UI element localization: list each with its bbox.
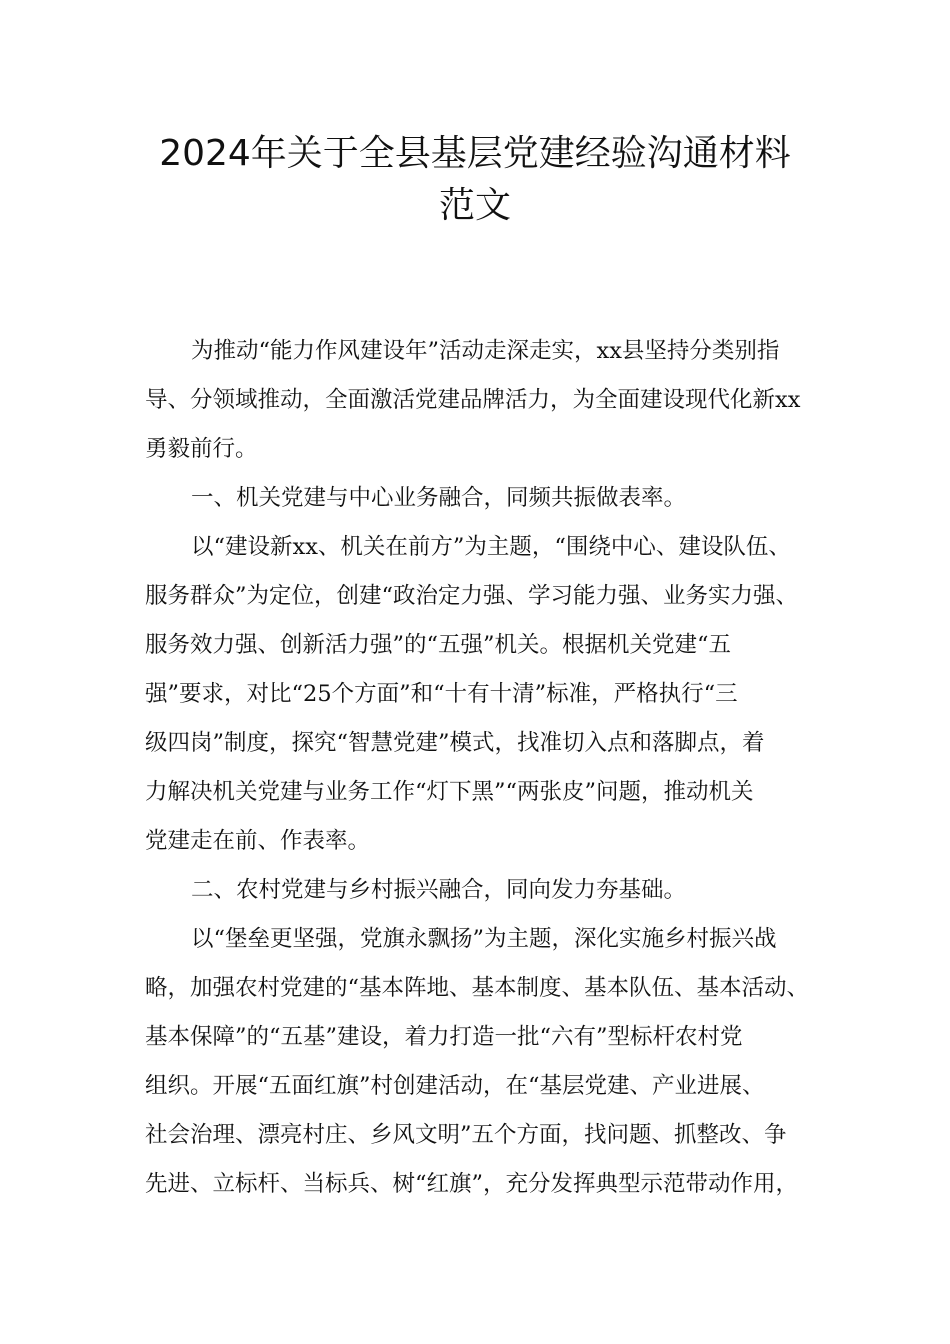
- paragraph-line: 基本保障”的“五基”建设，着力打造一批“六有”型标杆农村党: [145, 1024, 743, 1050]
- paragraph-line: 勇毅前行。: [145, 436, 258, 462]
- paragraph-line: 以“堡垒更坚强，党旗永飘扬”为主题，深化实施乡村振兴战: [191, 926, 777, 952]
- paragraph-line: 一、机关党建与中心业务融合，同频共振做表率。: [191, 485, 687, 511]
- document-title-line-2: 范文: [438, 185, 511, 226]
- paragraph-line: 级四岗”制度，探究“智慧党建”模式，找准切入点和落脚点，着: [145, 730, 765, 756]
- document-title-line-1: 2024年关于全县基层党建经验沟通材料: [159, 133, 791, 174]
- document-body: [145, 327, 835, 1209]
- paragraph: [145, 866, 835, 915]
- paragraph-line: 导、分领域推动，全面激活党建品牌活力，为全面建设现代化新xx: [145, 387, 801, 413]
- paragraph: [145, 523, 835, 866]
- paragraph-line: 服务效力强、创新活力强”的“五强”机关。根据机关党建“五: [145, 632, 732, 658]
- paragraph-line: 党建走在前、作表率。: [145, 828, 371, 854]
- paragraph: [145, 327, 835, 474]
- paragraph-line: 略，加强农村党建的“基本阵地、基本制度、基本队伍、基本活动、: [145, 975, 810, 1001]
- paragraph-line: 先进、立标杆、当标兵、树“红旗”，充分发挥典型示范带动作用，: [145, 1171, 799, 1197]
- paragraph-line: 二、农村党建与乡村振兴融合，同向发力夯基础。: [191, 877, 687, 903]
- paragraph-line: 强”要求，对比“25个方面”和“十有十清”标准，严格执行“三: [145, 681, 738, 707]
- paragraph-line: 社会治理、漂亮村庄、乡风文明”五个方面，找问题、抓整改、争: [145, 1122, 787, 1148]
- paragraph-line: 服务群众”为定位，创建“政治定力强、学习能力强、业务实力强、: [145, 583, 799, 609]
- paragraph: [145, 474, 835, 523]
- paragraph-line: 为推动“能力作风建设年”活动走深走实，xx县坚持分类别指: [191, 338, 780, 364]
- paragraph-line: 以“建设新xx、机关在前方”为主题，“围绕中心、建设队伍、: [191, 534, 791, 560]
- paragraph: [145, 915, 835, 1209]
- paragraph-line: 力解决机关党建与业务工作“灯下黑”“两张皮”问题，推动机关: [145, 779, 754, 805]
- paragraph-line: 组织。开展“五面红旗”村创建活动，在“基层党建、产业进展、: [145, 1073, 765, 1099]
